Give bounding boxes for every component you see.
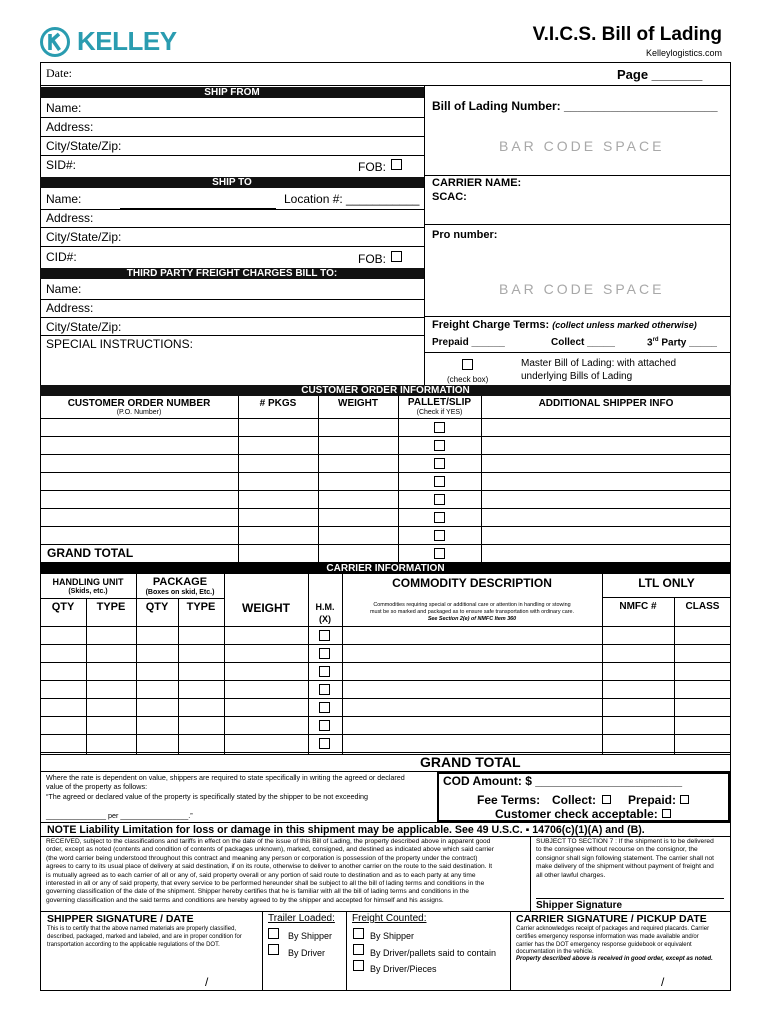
fc-by-shipper: By Shipper <box>370 931 415 941</box>
value-line-3: “The agreed or declared value of the property is specifically stated by the shipper to be not exceeding <box>46 792 369 801</box>
ship-from-city[interactable]: City/State/Zip: <box>46 139 122 153</box>
received-terms-line: governing classification of the date of the shipment. Shipper hereby certifies that he is familiar with all the bill of lading terms and conditions in the <box>46 888 469 896</box>
bol-number[interactable]: Bill of Lading Number: _______________________ <box>432 99 718 113</box>
fc-by-driver-pieces: By Driver/Pieces <box>370 964 437 974</box>
freight-terms-label: Freight Charge Terms: <box>432 319 550 331</box>
value-line-2: value of the property as follows: <box>46 782 148 791</box>
received-terms-line: interested in all or any of said property, that every service to be performed hereunder shall be subject to all the bill of lading terms and conditions in the <box>46 880 485 887</box>
third-party-text: Party _____ <box>658 337 717 349</box>
package: PACKAGE <box>152 576 208 588</box>
third-party-bar: THIRD PARTY FREIGHT CHARGES BILL TO: <box>40 268 424 279</box>
fc-by-driver-pallets-checkbox[interactable] <box>353 944 364 955</box>
customer-order-grand-total: GRAND TOTAL <box>47 546 134 560</box>
shipper-signature-date[interactable]: SHIPPER SIGNATURE / DATE <box>47 913 194 925</box>
pkg-qty: QTY <box>145 601 169 613</box>
trailer-by-shipper: By Shipper <box>288 931 333 941</box>
fc-by-shipper-checkbox[interactable] <box>353 928 364 939</box>
table-row <box>40 644 731 645</box>
trailer-by-shipper-checkbox[interactable] <box>268 928 279 939</box>
col-pkgs: # PKGS <box>259 398 297 409</box>
hm-checkbox[interactable] <box>319 738 330 749</box>
ltl-only: LTL ONLY <box>638 576 695 590</box>
table-row <box>40 436 731 437</box>
ship-from-fob: FOB: <box>358 160 387 174</box>
shipper-signature-label[interactable]: Shipper Signature <box>536 900 623 911</box>
kelley-logo-icon <box>40 27 70 57</box>
table-row <box>40 680 731 681</box>
received-terms-line: governing classification and the said terms and conditions are hereby agreed to by the shipper and accepted for himself and his assigns. <box>46 896 444 904</box>
nmfc: NMFC # <box>619 601 657 612</box>
received-terms-line: is mutually agreed as to each carrier of all or any of, said property overall or any portion of said route to destination and as to each party at any time <box>46 871 476 879</box>
carrier-ack-line: documentation in the vehicle. <box>516 949 594 956</box>
prepaid-option[interactable]: Prepaid ______ <box>432 337 505 348</box>
scac[interactable]: SCAC: <box>432 191 467 203</box>
fc-by-driver-pallets: By Driver/pallets said to contain <box>370 948 497 958</box>
fee-prepaid-checkbox[interactable] <box>680 795 689 804</box>
third-party-city[interactable]: City/State/Zip: <box>46 320 122 334</box>
master-bol-checkbox[interactable] <box>462 359 473 370</box>
ship-to-location[interactable]: Location #: ___________ <box>284 192 420 206</box>
certification-line: This is to certify that the above named materials are properly classified, <box>47 926 237 932</box>
col-customer-order-sub: (P.O. Number) <box>116 409 162 416</box>
master-bol-line1: Master Bill of Lading: with attached <box>521 358 677 369</box>
hm-x: (X) <box>319 614 331 624</box>
third-party-num: 3 <box>647 337 653 349</box>
section7-line: to the consignee without recourse on the consignor, the <box>536 846 698 854</box>
hm-checkbox[interactable] <box>319 720 330 731</box>
freight-counted-title: Freight Counted: <box>352 913 427 924</box>
pallet-checkbox[interactable] <box>434 458 445 469</box>
pallet-checkbox[interactable] <box>434 422 445 433</box>
carrier-name[interactable]: CARRIER NAME: <box>432 177 522 189</box>
hu-qty: QTY <box>51 601 75 613</box>
customer-check-checkbox[interactable] <box>662 809 671 818</box>
freight-terms-note: (collect unless marked otherwise) <box>552 320 697 330</box>
ci-weight: WEIGHT <box>242 601 290 615</box>
table-row <box>40 544 731 545</box>
hu-type: TYPE <box>96 601 126 613</box>
col-customer-order: CUSTOMER ORDER NUMBER <box>67 398 211 409</box>
section7-line: consignor shall sign following statement. The carrier shall not <box>536 854 714 862</box>
website: Kelleylogistics.com <box>645 48 722 58</box>
fee-terms: Fee Terms: <box>477 793 541 807</box>
carrier-info-grand-total: GRAND TOTAL <box>420 754 521 770</box>
pallet-checkbox[interactable] <box>434 494 445 505</box>
col-pallet: PALLET/SLIP <box>407 397 472 408</box>
hm: H.M. <box>315 602 335 612</box>
fee-prepaid: Prepaid: <box>628 793 677 807</box>
trailer-loaded-title: Trailer Loaded: <box>268 913 335 924</box>
hm-checkbox[interactable] <box>319 630 330 641</box>
ship-to-city[interactable]: City/State/Zip: <box>46 230 122 244</box>
table-row <box>40 490 731 491</box>
ship-to-cid[interactable]: CID#: <box>46 250 77 264</box>
trailer-by-driver-checkbox[interactable] <box>268 944 279 955</box>
collect-option[interactable]: Collect _____ <box>551 337 615 348</box>
carrier-ack-line: certifies emergency response information was made available and/or <box>516 933 699 940</box>
cod-amount[interactable]: COD Amount: $ ______________________ <box>443 774 683 788</box>
customer-order-bar: CUSTOMER ORDER INFORMATION <box>40 385 731 396</box>
ship-to-fob-checkbox[interactable] <box>391 251 402 262</box>
ship-to-address[interactable]: Address: <box>46 211 94 225</box>
commodity-note-2: must be so marked and packaged as to ensure safe transportation with ordinary care. <box>369 609 575 615</box>
col-pallet-sub: (Check if YES) <box>416 409 463 416</box>
table-row <box>40 508 731 509</box>
commodity-note-1: Commodities requiring special or additional care or attention in handling or stowing <box>373 602 571 608</box>
col-additional-info: ADDITIONAL SHIPPER INFO <box>538 398 674 409</box>
hm-checkbox[interactable] <box>319 648 330 659</box>
pallet-checkbox[interactable] <box>434 476 445 487</box>
third-party-name[interactable]: Name: <box>46 282 82 296</box>
received-terms-line: order, except as noted (contents and condition of contents of packages unknown), marked, consigned, and destined as indicated above which said carrier <box>46 846 494 854</box>
hm-checkbox[interactable] <box>319 702 330 713</box>
commodity-note-3: See Section 2(e) of NMFC Item 360 <box>427 616 517 622</box>
carrier-bold-line: Property described above is received in good order, except as noted. <box>516 956 713 962</box>
hm-checkbox[interactable] <box>319 666 330 677</box>
third-party-address[interactable]: Address: <box>46 301 94 315</box>
section7-line: make delivery of the shipment without payment of freight and <box>536 863 714 871</box>
section7-line: all other lawful charges. <box>536 871 606 879</box>
special-instructions[interactable]: SPECIAL INSTRUCTIONS: <box>46 337 193 351</box>
document-title: V.I.C.S. Bill of Lading <box>532 24 722 45</box>
logo-text: KELLEY <box>77 26 177 56</box>
carrier-ack-line: carrier has the DOT emergency response guidebook or equivalent <box>516 941 692 948</box>
skids-label: (Skids, etc.) <box>68 588 108 595</box>
ship-to-name[interactable]: Name: <box>46 192 82 206</box>
kelley-logo <box>40 26 180 58</box>
table-row <box>40 698 731 699</box>
pallet-checkbox[interactable] <box>434 530 445 541</box>
pro-number[interactable]: Pro number: <box>432 229 498 241</box>
master-bol-line2: underlying Bills of Lading <box>521 371 633 382</box>
hm-checkbox[interactable] <box>319 684 330 695</box>
carrier-signature-date[interactable]: CARRIER SIGNATURE / PICKUP DATE <box>516 913 707 925</box>
boxes-label: (Boxes on skid, Etc.) <box>145 589 215 596</box>
col-weight: WEIGHT <box>338 398 378 409</box>
value-line-4[interactable]: _______________ per _________________.” <box>46 811 193 820</box>
pallet-checkbox[interactable] <box>434 512 445 523</box>
liability-note: NOTE Liability Limitation for loss or damage in this shipment may be applicable. See 49 U.S.C. ▪ 14706(c)(1)(A) and (B). <box>47 824 645 836</box>
table-row <box>40 662 731 663</box>
third-party-option[interactable] <box>647 337 717 348</box>
carrier-info-bar: CARRIER INFORMATION <box>40 563 731 574</box>
table-row <box>40 472 731 473</box>
freight-charge-terms <box>432 319 697 331</box>
ship-from-fob-checkbox[interactable] <box>391 159 402 170</box>
ship-from-name[interactable]: Name: <box>46 101 82 115</box>
third-party-sup: rd <box>652 337 659 343</box>
table-row <box>40 734 731 735</box>
handling-unit: HANDLING UNIT <box>52 577 124 587</box>
fc-by-driver-pieces-checkbox[interactable] <box>353 960 364 971</box>
carrier-sig-slash: / <box>661 975 665 989</box>
table-row <box>40 526 731 527</box>
customer-check: Customer check acceptable: <box>495 807 658 821</box>
fee-collect-checkbox[interactable] <box>602 795 611 804</box>
shipper-sig-slash: / <box>205 975 209 989</box>
carrier-ack-line: Carrier acknowledges receipt of packages and required placards. Carrier <box>516 926 710 932</box>
pallet-checkbox[interactable] <box>434 440 445 451</box>
ship-from-address[interactable]: Address: <box>46 120 94 134</box>
certification-line: described, packaged, marked and labeled, and are in proper condition for <box>47 933 242 940</box>
commodity-description: COMMODITY DESCRIPTION <box>392 576 552 590</box>
pkg-type: TYPE <box>186 601 216 613</box>
barcode-space-2: BAR CODE SPACE <box>499 281 665 297</box>
class: CLASS <box>685 601 720 612</box>
table-row <box>40 752 731 753</box>
ship-to-bar: SHIP TO <box>40 177 424 188</box>
ship-from-bar: SHIP FROM <box>40 87 424 98</box>
barcode-space-1: BAR CODE SPACE <box>499 138 665 154</box>
ship-to-fob: FOB: <box>358 252 387 266</box>
value-line-1: Where the rate is dependent on value, shippers are required to state specifically in writing the agreed or declared <box>46 773 405 782</box>
received-terms-line: RECEIVED, subject to the classifications and tariffs in effect on the date of the issue of this Bill of Lading, the property described above in apparent good <box>46 838 491 845</box>
date-label[interactable]: Date: <box>46 66 72 80</box>
pallet-checkbox[interactable] <box>434 548 445 559</box>
received-terms-line: agrees to carry to its usual place of delivery at said destination, if on its route, otherwise to deliver to another carrier on the route to the said destination. It <box>46 863 493 871</box>
trailer-by-driver: By Driver <box>288 948 326 958</box>
ship-from-sid[interactable]: SID#: <box>46 158 77 172</box>
table-row <box>40 454 731 455</box>
received-terms-line: (the word carrier being understood throughout this contract and meaning any person or corporation is possession of the property under the contract) <box>46 854 478 862</box>
fee-collect: Collect: <box>552 793 597 807</box>
check-box-label: (check box) <box>447 375 489 384</box>
certification-line: transportation according to the applicable regulations of the DOT. <box>47 941 220 948</box>
section7-line: SUBJECT TO SECTION 7 : If the shipment is to be delivered <box>536 838 714 845</box>
page-label[interactable]: Page _______ <box>617 67 703 82</box>
table-row <box>40 716 731 717</box>
